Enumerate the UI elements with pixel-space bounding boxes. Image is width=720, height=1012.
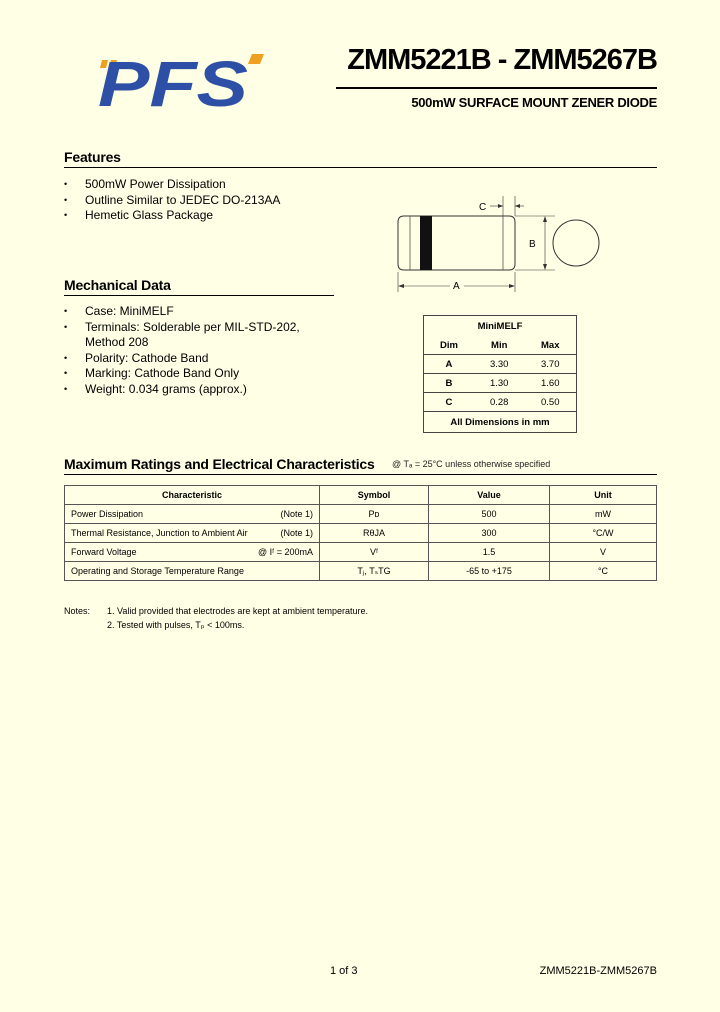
characteristic-text: Power Dissipation [71, 509, 144, 519]
max-cell: 1.60 [525, 374, 577, 393]
min-header: Min [474, 336, 525, 355]
characteristic-text: Thermal Resistance, Junction to Ambient Air [71, 528, 248, 538]
page-number: 1 of 3 [330, 965, 358, 977]
symbol-header: Symbol [320, 486, 429, 505]
ratings-condition: @ Tₐ = 25°C unless otherwise specified [392, 459, 551, 469]
list-item: • Hemetic Glass Package [64, 208, 364, 224]
characteristic-text: Forward Voltage [71, 547, 137, 557]
diode-body [398, 216, 515, 270]
mechanical-rule [64, 295, 334, 296]
features-rule [64, 167, 657, 168]
list-item: • Weight: 0.034 grams (approx.) [64, 382, 334, 398]
table-row [424, 316, 577, 337]
list-item: • Marking: Cathode Band Only [64, 366, 334, 382]
footer-part: ZMM5221B-ZMM5267B [539, 965, 657, 977]
ratings-table [64, 485, 657, 581]
table-row [424, 412, 577, 433]
dim-header: Dim [424, 336, 474, 355]
cathode-band [420, 216, 432, 270]
unit-cell: °C/W [550, 524, 657, 543]
list-item: • 500mW Power Dissipation [64, 177, 364, 193]
note-1: 1. Valid provided that electrodes are kept at ambient temperature. [107, 606, 368, 616]
value-cell: -65 to +175 [429, 562, 550, 581]
characteristic-cell [65, 543, 320, 562]
ratings-title: Maximum Ratings and Electrical Characteristics [64, 456, 375, 472]
mechanical-list [64, 304, 334, 397]
characteristic-header: Characteristic [65, 486, 320, 505]
dim-cell: A [424, 355, 474, 374]
dim-table-footer: All Dimensions in mm [450, 416, 550, 428]
min-cell: 0.28 [474, 393, 525, 412]
dim-label-a: A [453, 281, 460, 292]
table-row [65, 562, 657, 581]
end-view-circle [553, 220, 599, 266]
unit-cell: mW [550, 505, 657, 524]
pfs-logo [92, 50, 270, 108]
unit-cell: V [550, 543, 657, 562]
notes-label: Notes: [64, 606, 91, 616]
table-row [424, 336, 577, 355]
features-title: Features [64, 149, 121, 165]
note-text: (Note 1) [280, 528, 313, 538]
table-row [424, 374, 577, 393]
table-row [65, 486, 657, 505]
note-text: (Note 1) [280, 509, 313, 519]
symbol-cell: Tⱼ, TₛTG [320, 562, 429, 581]
symbol-cell: Vᶠ [320, 543, 429, 562]
symbol-cell: Pᴅ [320, 505, 429, 524]
max-header: Max [525, 336, 577, 355]
package-diagram [390, 190, 600, 300]
min-cell: 1.30 [474, 374, 525, 393]
list-item: • Case: MiniMELF [64, 304, 334, 320]
table-row [424, 393, 577, 412]
value-cell: 500 [429, 505, 550, 524]
value-cell: 1.5 [429, 543, 550, 562]
list-item: • Outline Similar to JEDEC DO-213AA [64, 193, 364, 209]
list-item: • Terminals: Solderable per MIL-STD-202, Method 208 [64, 320, 334, 351]
value-cell: 300 [429, 524, 550, 543]
characteristic-cell [65, 562, 320, 581]
list-item: • Polarity: Cathode Band [64, 351, 334, 367]
logo-text: PFS [98, 50, 249, 108]
mechanical-title: Mechanical Data [64, 277, 171, 293]
note-text: @ Iᶠ = 200mA [258, 547, 313, 557]
dim-label-b: B [529, 239, 536, 250]
dim-table-title: MiniMELF [477, 320, 523, 332]
table-row [65, 524, 657, 543]
subtitle: 500mW SURFACE MOUNT ZENER DIODE [411, 95, 657, 110]
max-cell: 3.70 [525, 355, 577, 374]
value-header: Value [429, 486, 550, 505]
unit-cell: °C [550, 562, 657, 581]
ratings-rule [64, 474, 657, 475]
characteristic-cell [65, 524, 320, 543]
unit-header: Unit [550, 486, 657, 505]
table-row [65, 505, 657, 524]
max-cell: 0.50 [525, 393, 577, 412]
min-cell: 3.30 [474, 355, 525, 374]
part-range-title: ZMM5221B - ZMM5267B [347, 44, 657, 76]
dim-label-c: C [479, 202, 487, 213]
table-row [65, 543, 657, 562]
header-rule [336, 87, 657, 89]
note-2: 2. Tested with pulses, Tₚ < 100ms. [107, 620, 245, 630]
features-list [64, 177, 364, 224]
table-row [424, 355, 577, 374]
dim-cell: C [424, 393, 474, 412]
dim-cell: B [424, 374, 474, 393]
characteristic-text: Operating and Storage Temperature Range [71, 566, 244, 576]
symbol-cell: RθJA [320, 524, 429, 543]
dimension-table [423, 315, 577, 433]
characteristic-cell [65, 505, 320, 524]
